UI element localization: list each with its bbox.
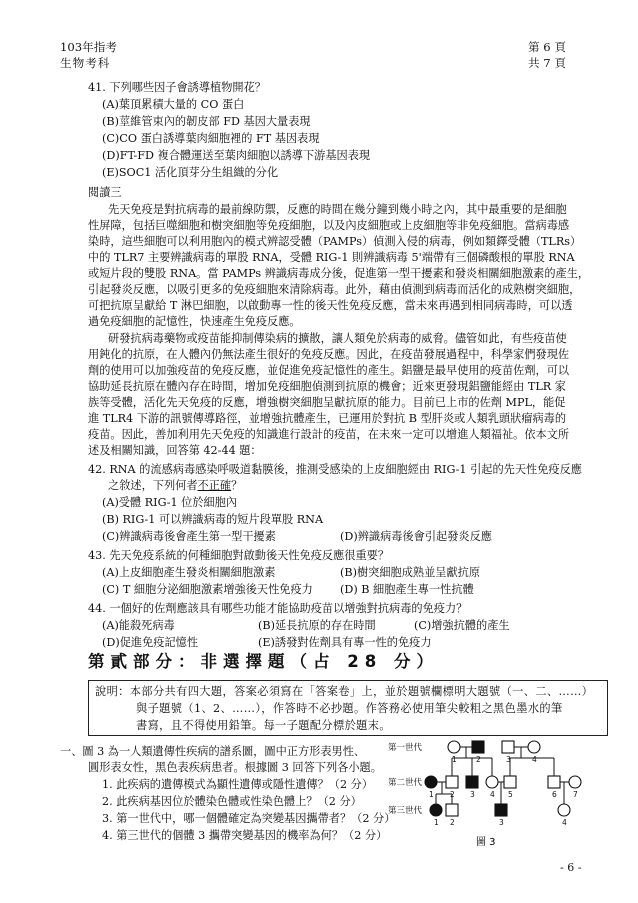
reading-para1-line: 性屏障，包括巨噬細胞和樹突細胞等免疫細胞，以及內皮細胞或上皮細胞等非免疫細胞。當病毒感: [88, 219, 570, 232]
pedigree-female: [486, 776, 498, 788]
individual-number: 2: [450, 818, 455, 827]
q1-subquestion: 2. 此疾病基因位於體染色體或性染色體上？（2 分）: [102, 795, 362, 808]
q1-subquestion: 3. 第一世代中，哪一個體確定為突變基因攜帶者？（2 分）: [102, 812, 396, 825]
individual-number: 4: [490, 790, 495, 799]
pedigree-female: [448, 741, 460, 753]
pedigree-female: [569, 776, 581, 788]
individual-number: 7: [573, 790, 578, 799]
generation-label: 第一世代: [388, 743, 423, 753]
page-total: 共 7 頁: [528, 56, 566, 70]
q44-option-a: (A)能殺死病毒: [102, 619, 175, 632]
q1-stem-line1: 一、圖 3 為一人類遺傳性疾病的譜系圖，圖中正方形表男性、: [60, 745, 366, 758]
q41-option-a: (A)葉頂累積大量的 CO 蛋白: [102, 98, 245, 111]
reading-para2-line: 疫苗。因此，善加利用先天免疫的知識進行設計的疫苗，在未來一定可以增進人類福祉。依本文所: [88, 428, 570, 441]
individual-number: 1: [434, 818, 439, 827]
reading-para2-line: 研發抗病毒藥物或疫苗能抑制傳染病的擴散，讓人類免於病毒的威脅。儘管如此，有些疫苗使: [108, 332, 567, 345]
q44-option-d: (D)促進免疫記憶性: [102, 636, 199, 649]
q42-option-a: (A)受體 RIG-1 位於細胞內: [102, 496, 238, 509]
reading-para2-line: 進 TLR4 下游的訊號傳導路徑，並增強抗體產生，已運用於對抗 B 型肝炎或人類乳頭狀瘤病毒的: [88, 412, 567, 425]
q1-subquestion: 4. 第三世代的個體 3 攜帶突變基因的機率為何？（2 分）: [102, 829, 388, 842]
q41-option-e: (E)SOC1 活化頂芽分生組織的分化: [102, 166, 279, 179]
individual-number: 1: [452, 755, 457, 764]
figure-caption: 圖 3: [476, 837, 496, 848]
q1-stem-line2: 圓形表女性，黑色表疾病患者。根據圖 3 回答下列各小題。: [88, 761, 382, 774]
q43-option-d: (D) B 細胞產生專一性抗體: [340, 583, 474, 596]
individual-number: 3: [499, 818, 504, 827]
pedigree-female: [528, 741, 540, 753]
subject-name: 生物考科: [60, 56, 111, 70]
individual-number: 1: [429, 790, 434, 799]
instructions-box: [88, 680, 608, 736]
q44-option-c: (C)增強抗體的產生: [414, 619, 510, 632]
pedigree-female-affected: [425, 776, 437, 788]
reading-para2-line: 協助延長抗原在體內存在時間，增加免疫細胞偵測到抗原的機會；近來更發現鋁鹽能經由 TLR 家: [88, 380, 566, 393]
q43-option-b: (B)樹突細胞成熟並呈獻抗原: [340, 566, 481, 579]
individual-number: 6: [552, 790, 557, 799]
q44-option-e: (E)誘發對佐劑具有專一性的免疫力: [258, 636, 432, 649]
pedigree-male: [446, 804, 458, 816]
individual-number: 4: [562, 818, 567, 827]
pedigree-male: [502, 741, 514, 753]
reading-para2-line: 劑的使用可以加強疫苗的免疫反應，並促進免疫記憶性的產生。鋁鹽是最早使用的疫苗佐劑，可以: [88, 364, 570, 377]
q42-option-b: (B) RIG-1 可以辨識病毒的短片段單股 RNA: [102, 513, 324, 526]
pedigree-female-affected: [430, 804, 442, 816]
q42-option-d: (D)辨識病毒後會引起發炎反應: [340, 530, 492, 543]
gen3-individuals: [430, 804, 570, 816]
reading-title: 閱讀三: [88, 186, 122, 199]
page-footer: - 6 -: [560, 861, 582, 874]
pedigree-male: [446, 776, 458, 788]
instructions-line: 與子題號（1、2、……），作答時不必抄題。作答務必使用筆尖較粗之黑色墨水的筆: [136, 702, 563, 715]
q43-option-c: (C) T 細胞分泌細胞激素增強後天性免疫力: [102, 583, 313, 596]
individual-number: 2: [450, 790, 455, 799]
reading-para1-line: 或短片段的雙股 RNA。當 PAMPs 辨識病毒成分後，促進第一型干擾素和發炎相關細胞激素的產生，: [88, 267, 590, 280]
instructions-line: 說明：本部分共有四大題，答案必須寫在「答案卷」上，並於題號欄標明大題號（一、二、……）: [95, 685, 594, 698]
q1-subquestion: 1. 此疾病的遺傳模式為顯性遺傳或隱性遺傳？（2 分）: [102, 778, 374, 791]
individual-number: 2: [476, 755, 481, 764]
page-number: 第 6 頁: [528, 40, 566, 54]
reading-para2-line: 述及相關知識，回答第 42-44 題：: [88, 444, 262, 457]
generation-label: 第三世代: [388, 806, 423, 816]
reading-para2-line: 族等受體，活化先天免疫的反應，增強樹突細胞呈獻抗原的能力。目前已上市的佐劑 MPL，能促: [88, 396, 566, 409]
q41-stem: 41. 下列哪些因子會誘導植物開花？: [88, 81, 266, 94]
generation-label: 第二世代: [388, 778, 423, 788]
q42-stem-line1: 42. RNA 的流感病毒感染呼吸道黏膜後，推測受感染的上皮細胞經由 RIG-1 引起的先天性免疫反應: [88, 463, 582, 476]
pedigree-male-affected: [472, 741, 484, 753]
reading-para1-line: 可把抗原呈獻給 T 淋巴細胞，以啟動專一性的後天性免疫反應，當未來再遇到相同病毒時，可以透: [88, 299, 573, 312]
exam-year: 103年指考: [60, 40, 117, 54]
individual-number: 3: [506, 755, 511, 764]
q44-option-b: (B)延長抗原的存在時間: [258, 619, 376, 632]
reading-para1-line: 先天免疫是對抗病毒的最前線防禦，反應的時間在幾分鐘到幾小時之內，其中最重要的是細胞: [108, 203, 567, 216]
q42-stem-line2: 之敘述，下列何者不正確？: [108, 479, 243, 492]
pedigree-male-affected: [495, 804, 507, 816]
reading-para1-line: 中的 TLR7 主要辨識病毒的單股 RNA，受體 RIG-1 則辨識病毒 5'端帶有三個磷酸根的單股 RNA: [88, 251, 575, 264]
reading-para1-line: 染時，這些細胞可以利用胞內的模式辨認受體（PAMPs）偵測入侵的病毒，例如類鐸受體（TLRs）: [88, 235, 582, 248]
q44-stem: 44. 一個好的佐劑應該具有哪些功能才能協助疫苗以增強對抗病毒的免疫力？: [88, 602, 468, 615]
pedigree-figure: [386, 734, 618, 852]
individual-number: 4: [532, 755, 537, 764]
q41-option-d: (D)FT-FD 複合體運送至葉肉細胞以誘導下游基因表現: [102, 149, 371, 162]
q43-option-a: (A)上皮細胞產生發炎相關細胞激素: [102, 566, 276, 579]
pedigree-male-affected: [466, 776, 478, 788]
pedigree-male: [548, 776, 560, 788]
individual-number: 5: [508, 790, 513, 799]
q42-option-c: (C)辨識病毒後會產生第一型干擾素: [102, 530, 276, 543]
reading-para1-line: 引起發炎反應，以吸引更多的免疫細胞來清除病毒。此外，藉由偵測到病毒而活化的成熟樹突細胞，: [88, 283, 581, 296]
individual-number: 3: [470, 790, 475, 799]
q41-option-b: (B)莖維管束內的韌皮部 FD 基因大量表現: [102, 115, 311, 128]
part2-title: 第貳部分：非選擇題（占 28 分）: [88, 652, 439, 671]
instructions-line: 書寫，且不得使用鉛筆。每一子題配分標於題末。: [136, 719, 391, 732]
q42-emphasis: 不正確: [197, 479, 232, 492]
pedigree-male: [504, 776, 516, 788]
q43-stem: 43. 先天免疫系統的何種細胞對啟動後天性免疫反應很重要？: [88, 549, 390, 562]
reading-para1-line: 過免疫細胞的記憶性，快速產生免疫反應。: [88, 315, 301, 328]
pedigree-female: [558, 804, 570, 816]
q41-option-c: (C)CO 蛋白誘導葉肉細胞裡的 FT 基因表現: [102, 132, 320, 145]
reading-para2-line: 用鈍化的抗原，在人體內仍無法產生很好的免疫反應。因此，在疫苗發展過程中，科學家們發現佐: [88, 348, 570, 361]
